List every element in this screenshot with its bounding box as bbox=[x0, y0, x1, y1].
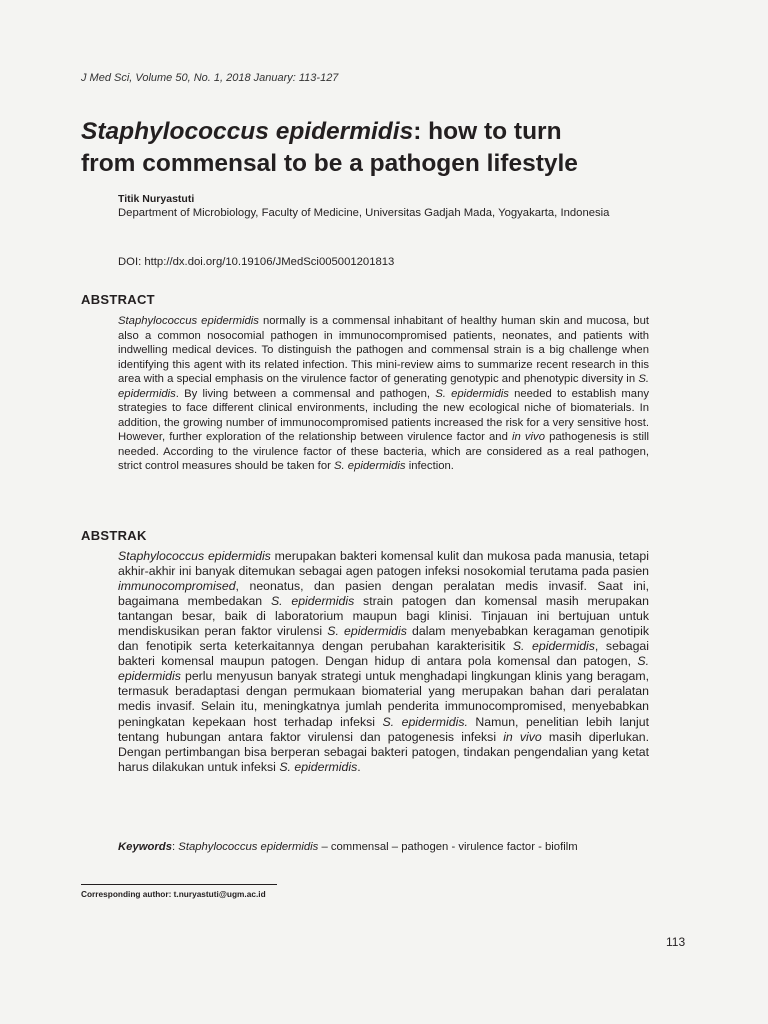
title-species: Staphylococcus epidermidis bbox=[81, 118, 414, 145]
doi-link[interactable]: DOI: http://dx.doi.org/10.19106/JMedSci005001201813 bbox=[118, 256, 395, 268]
abstract-body: Staphylococcus epidermidis normally is a commensal inhabitant of healthy human skin and mucosa, but also a common nosocomial pathogen in immunocompromised patients, neonates, and patients with indwelling medical devices. To distinguish the pathogen and commensal strain is a big challenge when identifying this agent with its related infection. This mini-review aims to summarize recent research in this area with a special emphasis on the virulence factor of generating genotypic and phenotypic diversity in S. epidermidis. By living between a commensal and pathogen, S. epidermidis needed to establish many strategies to face different clinical environments, including the new ecological niche of biomaterials. In addition, the growing number of immunocompromised patients increased the risk for a very sensitive host. However, further exploration of the relationship between virulence factor and in vivo pathogenesis is still needed. According to the virulence factor of these bacteria, which are considered as a real pathogen, strict control measures should be taken for S. epidermidis infection. bbox=[118, 315, 649, 472]
title-line1-rest: : how to turn bbox=[413, 118, 562, 145]
paper-title bbox=[81, 116, 721, 180]
keywords: Keywords: Staphylococcus epidermidis – commensal – pathogen - virulence factor - biofilm bbox=[118, 841, 578, 853]
keywords-label: Keywords bbox=[118, 841, 172, 853]
footnote-divider bbox=[81, 884, 277, 885]
title-line2: from commensal to be a pathogen lifestyle bbox=[81, 150, 578, 177]
abstrak-heading: ABSTRAK bbox=[81, 528, 147, 543]
corresponding-author-footnote: Corresponding author: t.nuryastuti@ugm.ac.id bbox=[81, 889, 266, 899]
abstrak-body: Staphylococcus epidermidis merupakan bakteri komensal kulit dan mukosa pada manusia, tetapi akhir-akhir ini banyak ditemukan sebagai agen patogen infeksi nosokomial terutama pada pasien immunocompromised, neonatus, dan pasien dengan peralatan medis invasif. Saat ini, bagaimana membedakan S. epidermidis strain patogen dan komensal masih merupakan tantangan besar, baik di laboratorium maupun bagi klinisi. Tinjauan ini bertujuan untuk mendiskusikan peran faktor virulensi S. epidermidis dalam menyebabkan keragaman genotipik dan fenotipik serta keterkaitannya dengan perubahan karakterisitik S. epidermidis, sebagai bakteri komensal maupun patogen. Dengan hidup di antara pola komensal dan patogen, S. epidermidis perlu menyusun banyak strategi untuk menghadapi lingkungan klinis yang beragam, termasuk beradaptasi dengan permukaan biomaterial yang merupakan bahan dari peralatan medis invasif. Selain itu, meningkatnya jumlah penderita immunocompromised, menyebabkan peningkatan kepekaan host terhadap infeksi S. epidermidis. Namun, penelitian lebih lanjut tentang hubungan antara faktor virulensi dan patogenesis infeksi in vivo masih diperlukan. Dengan pertimbangan bisa berperan sebagai bakteri patogen, tindakan pengendalian yang ketat harus dilakukan untuk infeksi S. epidermidis. bbox=[118, 549, 649, 774]
author-name: Titik Nuryastuti bbox=[118, 193, 195, 205]
abstract-heading: ABSTRACT bbox=[81, 292, 155, 307]
author-affiliation: Department of Microbiology, Faculty of Medicine, Universitas Gadjah Mada, Yogyakarta, Indonesia bbox=[118, 207, 610, 219]
page-number: 113 bbox=[666, 935, 686, 949]
journal-reference: J Med Sci, Volume 50, No. 1, 2018 January: 113-127 bbox=[81, 72, 339, 84]
